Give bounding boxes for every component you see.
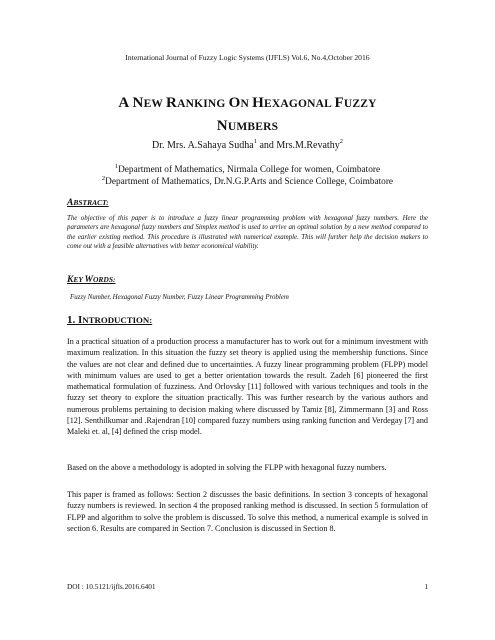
affiliation-marker: 2 [101,175,106,182]
title-smallcaps: N [240,98,253,110]
author-affil-marker: 1 [253,138,257,145]
title-line-1 [60,92,435,115]
page-number: 1 [424,582,428,591]
affiliation-text: Department of Mathematics, Dr.N.G.P.Arts and Science College, Coimbatore [105,177,394,187]
title-smallcaps: UZZY [343,98,377,110]
section-heading-introduction [67,314,152,326]
title-line-2 [60,115,435,138]
affiliation-text: Department of Mathematics, Nirmala College for women, Coimbatore [118,165,381,175]
affiliation-2 [0,177,495,187]
body-paragraph: This paper is framed as follows: Section 2 discusses the basic definitions. In section 3 concepts of hexagonal fuzzy numbers is reviewed. In section 4 the proposed ranking method is discussed. In section 5 formulation of FLPP and algorithm to solve the problem is discussed. To solve this method, a numerical example is solved in section 6. Results are compared in Section 7. Conclusion is discussed in Section 8. [67,490,428,533]
abstract-heading [67,198,109,208]
affiliation-marker: 1 [114,163,119,170]
heading-cap: K [67,275,74,285]
journal-header: International Journal of Fuzzy Logic Systems (IJFLS) Vol.6, No.4,October 2016 [125,53,370,62]
author-affil-marker: 2 [339,138,343,145]
affiliation-1 [0,165,495,175]
title-smallcaps: EXAGONAL [263,98,335,110]
title-cap: F [334,95,344,111]
heading-cap: 1. I [67,314,83,326]
doi-link[interactable]: DOI : 10.5121/ijfls.2016.6401 [67,582,156,591]
title-cap: H [252,95,264,111]
heading-cap: A [67,198,74,208]
title-smallcaps: UMBERS [227,121,279,133]
heading-smallcaps: ORDS: [92,275,116,284]
heading-cap: W [84,275,93,285]
heading-smallcaps: EY [73,275,85,284]
title-smallcaps: EW [143,98,167,110]
paper-title [60,92,435,138]
author-name: Dr. Mrs. A.Sahaya Sudha [152,140,254,151]
abstract-text: The objective of this paper is to introduce a fuzzy linear programming problem with hexagonal fuzzy numbers. Here the parameters are hexagonal fuzzy numbers and Simplex method is used to arrive an optimal solution by a new method compared to the earlier existing method. This procedure is illustrated with numerical example. This will further help the decision makers to come out with a feasible alternatives with better economical viability. [67,215,428,250]
keywords-text: Fuzzy Number, Hexagonal Fuzzy Number, Fuzzy Linear Programming Problem [70,294,289,301]
title-smallcaps: ANKING [177,98,229,110]
author-list [0,140,495,151]
keywords-heading [67,275,116,285]
title-cap: N [216,118,228,134]
title-cap: A N [118,95,144,111]
heading-smallcaps: NTRODUCTION: [82,315,153,325]
heading-smallcaps: BSTRACT: [73,198,109,207]
title-cap: O [228,95,241,111]
author-name: and Mrs.M.Revathy [256,140,340,151]
body-paragraph: Based on the above a methodology is adopted in solving the FLPP with hexagonal fuzzy numbers. [67,463,387,472]
body-paragraph: In a practical situation of a production process a manufacturer has to work out for a minimum investment with maximum realization. In this situation the fuzzy set theory is applied using the membership functions. Since the values are not clear and defined due to uncertainties. A fuzzy linear programming problem (FLPP) model with minimum values are used to get a better orientation towards the result. Zadeh [6] pioneered the first mathematical formulation of fuzziness. And Orlovsky [11] followed with various techniques and tools in the fuzzy set theory to explore the situation practically. This was further research by the various authors and numerous problems pertaining to decision making where discussed by Tamiz [8], Zimmermann [3] and Ross [12]. Senthilkumar and .Rajendran [10] compared fuzzy numbers using ranking function and Verdegay [7] and Maleki et. al, [4] defined the crisp model. [67,337,428,436]
title-cap: R [166,95,178,111]
